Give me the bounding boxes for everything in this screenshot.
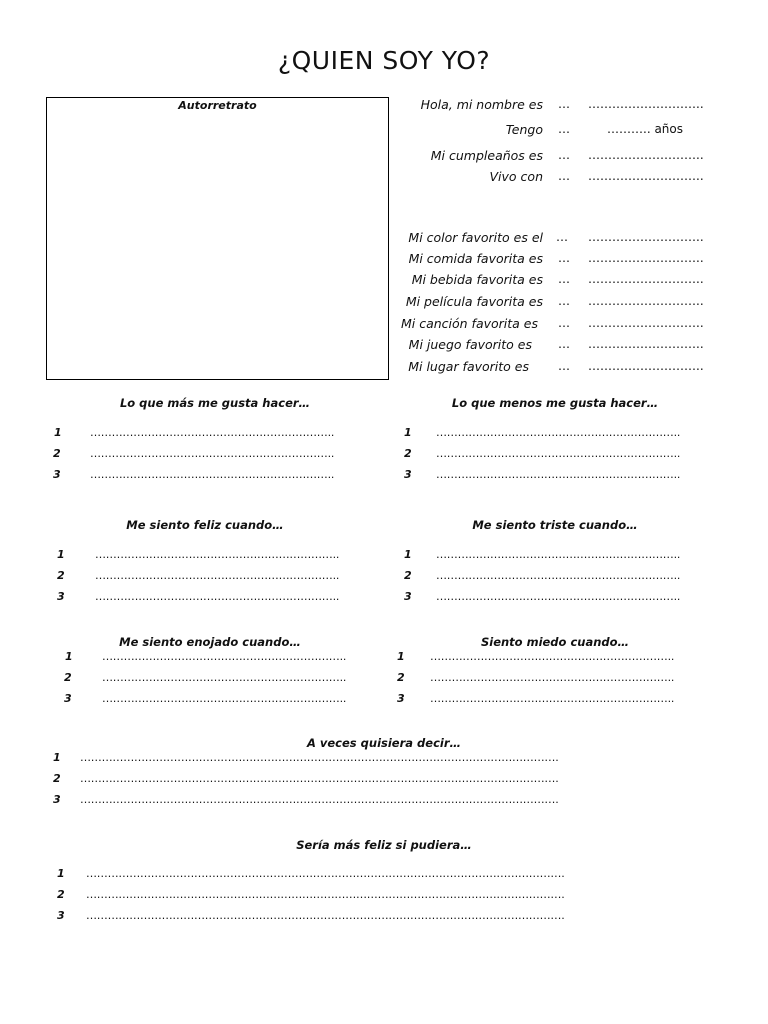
gusta-number-3: 3	[53, 468, 61, 481]
miedo-line-2[interactable]: …………………………………………………………..	[430, 671, 675, 684]
miedo-number-2: 2	[397, 671, 405, 684]
menos-number-3: 3	[404, 468, 412, 481]
field-label-comida: Mi comida favorita es	[408, 251, 543, 266]
field-input-cumpleanos[interactable]: ………………………..	[588, 148, 704, 162]
miedo-number-3: 3	[397, 692, 405, 705]
enojado-line-1[interactable]: …………………………………………………………..	[102, 650, 347, 663]
field-label-vivo-con: Vivo con	[489, 169, 543, 184]
field-input-comida[interactable]: ………………………..	[588, 251, 704, 265]
triste-line-1[interactable]: …………………………………………………………..	[436, 548, 681, 561]
feliz-number-1: 1	[57, 548, 65, 561]
field-dots-nombre: …	[558, 97, 571, 111]
field-label-lugar: Mi lugar favorito es	[408, 359, 529, 374]
pudiera-line-2[interactable]: …………………………………………………………………………………………………………………….	[86, 888, 565, 901]
miedo-number-1: 1	[397, 650, 405, 663]
field-input-lugar[interactable]: ………………………..	[588, 359, 704, 373]
triste-number-3: 3	[404, 590, 412, 603]
field-dots-juego: …	[558, 337, 571, 351]
feliz-number-2: 2	[57, 569, 65, 582]
field-label-bebida: Mi bebida favorita es	[411, 272, 543, 287]
decir-line-3[interactable]: …………………………………………………………………………………………………………………….	[80, 793, 559, 806]
field-dots-pelicula: …	[558, 294, 571, 308]
pudiera-number-2: 2	[57, 888, 65, 901]
section-title-decir: A veces quisiera decir…	[306, 736, 461, 750]
gusta-line-2[interactable]: …………………………………………………………..	[90, 447, 335, 460]
enojado-number-3: 3	[64, 692, 72, 705]
gusta-number-2: 2	[53, 447, 61, 460]
field-dots-vivo-con: …	[558, 169, 571, 183]
pudiera-number-1: 1	[57, 867, 65, 880]
field-label-edad: Tengo	[505, 122, 543, 137]
feliz-number-3: 3	[57, 590, 65, 603]
triste-line-2[interactable]: …………………………………………………………..	[436, 569, 681, 582]
gusta-number-1: 1	[54, 426, 62, 439]
pudiera-line-1[interactable]: …………………………………………………………………………………………………………………….	[86, 867, 565, 880]
gusta-line-1[interactable]: …………………………………………………………..	[90, 426, 335, 439]
field-dots-cancion: …	[558, 316, 571, 330]
page-title: ¿QUIEN SOY YO?	[277, 46, 491, 75]
field-input-pelicula[interactable]: ………………………..	[588, 294, 704, 308]
menos-number-1: 1	[404, 426, 412, 439]
triste-number-2: 2	[404, 569, 412, 582]
field-label-pelicula: Mi película favorita es	[405, 294, 543, 309]
field-label-juego: Mi juego favorito es	[408, 337, 532, 352]
field-dots-color: …	[556, 230, 569, 244]
field-input-bebida[interactable]: ………………………..	[588, 272, 704, 286]
triste-line-3[interactable]: …………………………………………………………..	[436, 590, 681, 603]
field-label-cancion: Mi canción favorita es	[400, 316, 538, 331]
enojado-number-2: 2	[64, 671, 72, 684]
decir-number-1: 1	[53, 751, 61, 764]
field-input-cancion[interactable]: ………………………..	[588, 316, 704, 330]
field-input-color[interactable]: ………………………..	[588, 230, 704, 244]
field-dots-bebida: …	[558, 272, 571, 286]
menos-line-3[interactable]: …………………………………………………………..	[436, 468, 681, 481]
section-title-enojado: Me siento enojado cuando…	[119, 635, 301, 649]
feliz-line-1[interactable]: …………………………………………………………..	[95, 548, 340, 561]
menos-number-2: 2	[404, 447, 412, 460]
section-title-miedo: Siento miedo cuando…	[480, 635, 630, 649]
enojado-line-2[interactable]: …………………………………………………………..	[102, 671, 347, 684]
menos-line-2[interactable]: …………………………………………………………..	[436, 447, 681, 460]
decir-line-2[interactable]: …………………………………………………………………………………………………………………….	[80, 772, 559, 785]
miedo-line-1[interactable]: …………………………………………………………..	[430, 650, 675, 663]
decir-line-1[interactable]: …………………………………………………………………………………………………………………….	[80, 751, 559, 764]
field-input-juego[interactable]: ………………………..	[588, 337, 704, 351]
feliz-line-2[interactable]: …………………………………………………………..	[95, 569, 340, 582]
pudiera-number-3: 3	[57, 909, 65, 922]
field-input-nombre[interactable]: ………………………..	[588, 97, 704, 111]
enojado-number-1: 1	[65, 650, 73, 663]
menos-line-1[interactable]: …………………………………………………………..	[436, 426, 681, 439]
section-title-feliz: Me siento feliz cuando…	[126, 518, 284, 532]
field-dots-comida: …	[558, 251, 571, 265]
field-input-vivo-con[interactable]: ………………………..	[588, 169, 704, 183]
section-title-menos-gusta: Lo que menos me gusta hacer…	[451, 396, 659, 410]
section-title-triste: Me siento triste cuando…	[472, 518, 638, 532]
enojado-line-3[interactable]: …………………………………………………………..	[102, 692, 347, 705]
decir-number-3: 3	[53, 793, 61, 806]
triste-number-1: 1	[404, 548, 412, 561]
field-input-edad[interactable]: ……….. años	[607, 122, 683, 136]
field-dots-edad: …	[558, 122, 571, 136]
gusta-line-3[interactable]: …………………………………………………………..	[90, 468, 335, 481]
field-label-color: Mi color favorito es el	[408, 230, 543, 245]
self-portrait-label: Autorretrato	[178, 99, 257, 112]
self-portrait-box[interactable]	[46, 97, 389, 380]
field-dots-lugar: …	[558, 359, 571, 373]
field-label-cumpleanos: Mi cumpleaños es	[430, 148, 543, 163]
field-dots-cumpleanos: …	[558, 148, 571, 162]
section-title-gusta: Lo que más me gusta hacer…	[119, 396, 311, 410]
decir-number-2: 2	[53, 772, 61, 785]
feliz-line-3[interactable]: …………………………………………………………..	[95, 590, 340, 603]
field-label-nombre: Hola, mi nombre es	[420, 97, 543, 112]
section-title-pudiera: Sería más feliz si pudiera…	[296, 838, 472, 852]
miedo-line-3[interactable]: …………………………………………………………..	[430, 692, 675, 705]
pudiera-line-3[interactable]: …………………………………………………………………………………………………………………….	[86, 909, 565, 922]
